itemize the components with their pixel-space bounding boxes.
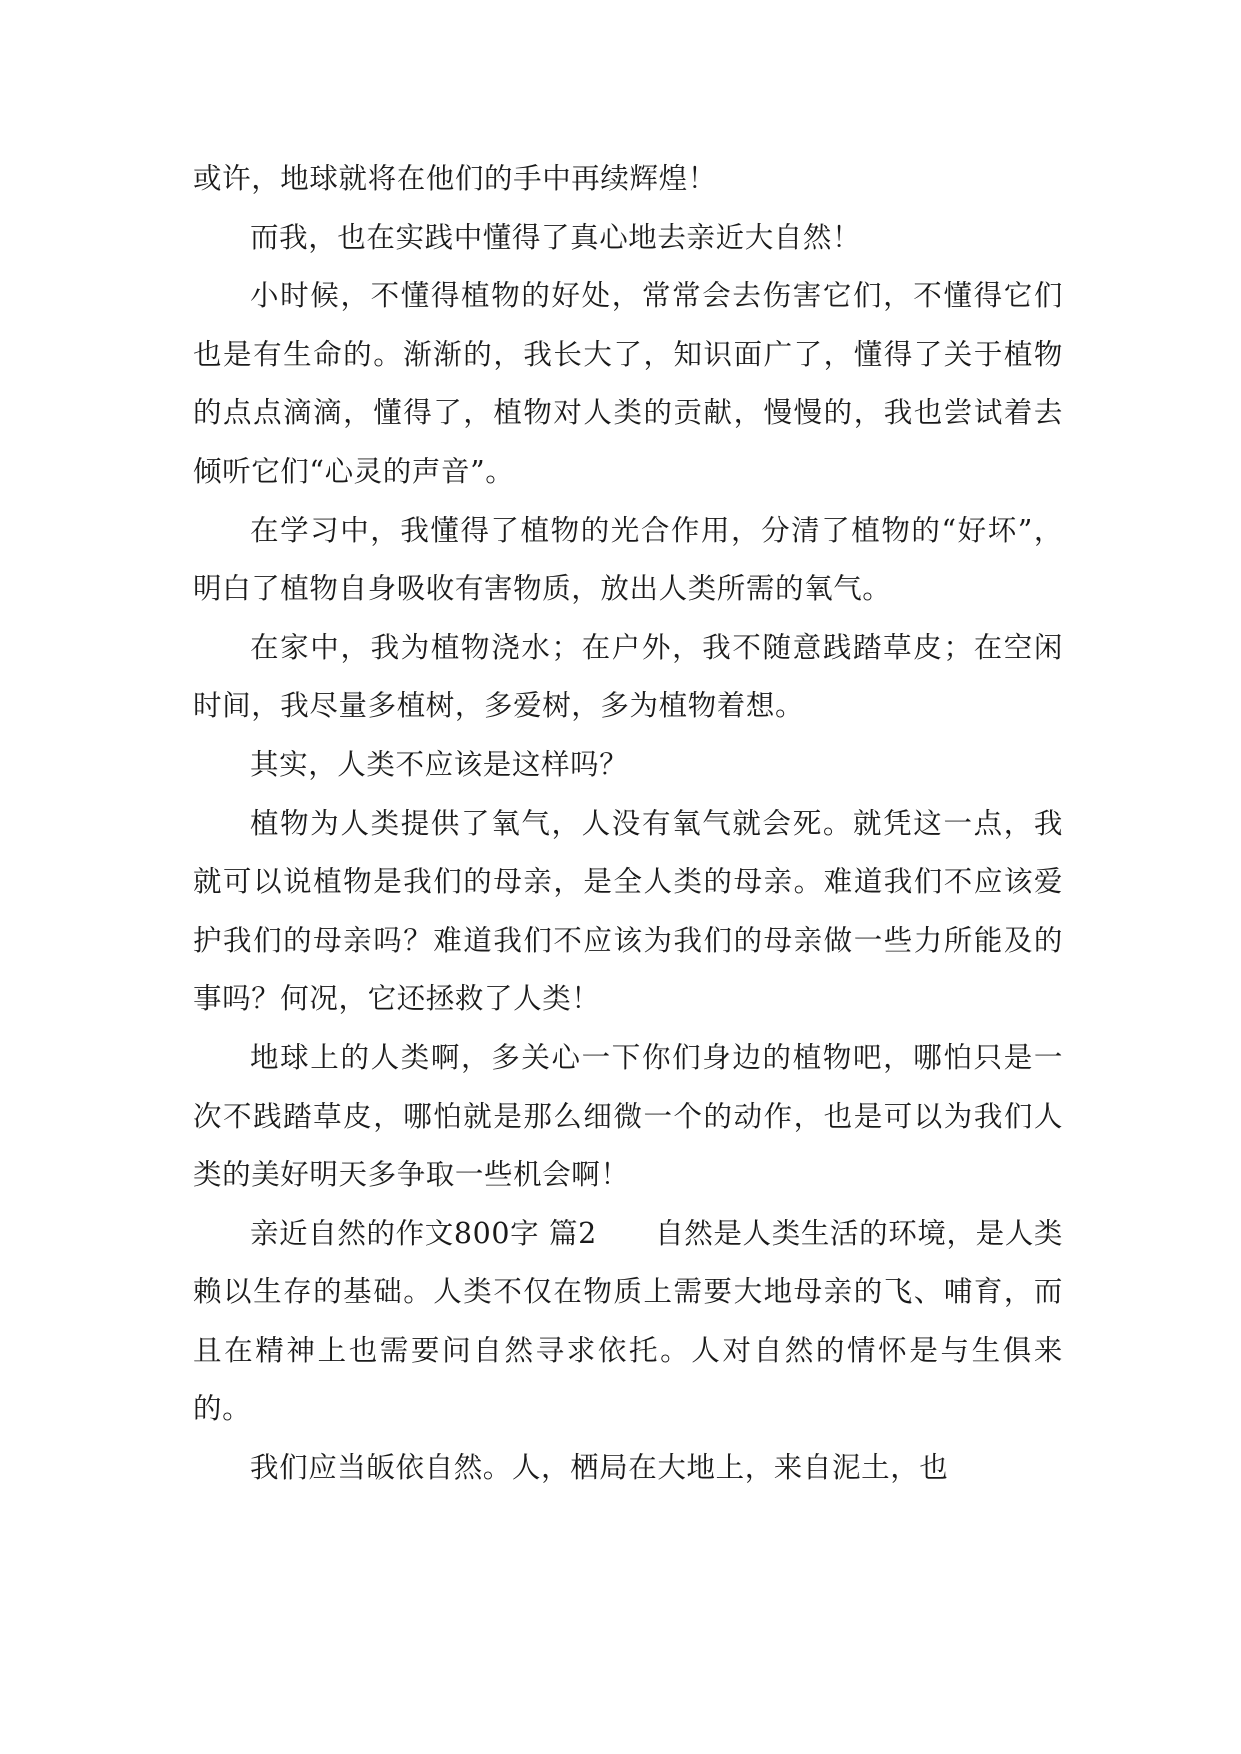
paragraph: 在家中，我为植物浇水；在户外，我不随意践踏草皮；在空闲时间，我尽量多植树，多爱树，多为植物着想。 xyxy=(193,630,1063,723)
paragraph: 或许，地球就将在他们的手中再续辉煌！ xyxy=(193,162,717,195)
paragraph: 而我，也在实践中懂得了真心地去亲近大自然！ xyxy=(250,220,862,254)
paragraph: 我们应当皈依自然。人，栖局在大地上，来自泥土，也 xyxy=(250,1451,949,1485)
paragraph: 亲近自然的作文800字 篇2 自然是人类生活的环境，是人类赖以生存的基础。人类不仅在物质上需要大地母亲的飞、哺育，而且在精神上也需要问自然寻求依托。人对自然的情怀是与生俱来的。 xyxy=(193,1216,1063,1426)
paragraph: 其实，人类不应该是这样吗？ xyxy=(250,747,629,781)
paragraph: 小时候，不懂得植物的好处，常常会去伤害它们，不懂得它们也是有生命的。渐渐的，我长大了，知识面广了，懂得了关于植物的点点滴滴，懂得了，植物对人类的贡献，慢慢的，我也尝试着去倾听它们“心灵的声音”。 xyxy=(193,279,1063,488)
paragraph: 在学习中，我懂得了植物的光合作用，分清了植物的“好坏”，明白了植物自身吸收有害物质，放出人类所需的氧气。 xyxy=(193,513,1063,606)
paragraph: 地球上的人类啊，多关心一下你们身边的植物吧，哪怕只是一次不践踏草皮，哪怕就是那么细微一个的动作，也是可以为我们人类的美好明天多争取一些机会啊！ xyxy=(193,1040,1063,1192)
paragraph: 植物为人类提供了氧气，人没有氧气就会死。就凭这一点，我就可以说植物是我们的母亲，是全人类的母亲。难道我们不应该爱护我们的母亲吗？难道我们不应该为我们的母亲做一些力所能及的事吗？何况，它还拯救了人类！ xyxy=(193,806,1063,1016)
document-body xyxy=(193,150,1063,1498)
